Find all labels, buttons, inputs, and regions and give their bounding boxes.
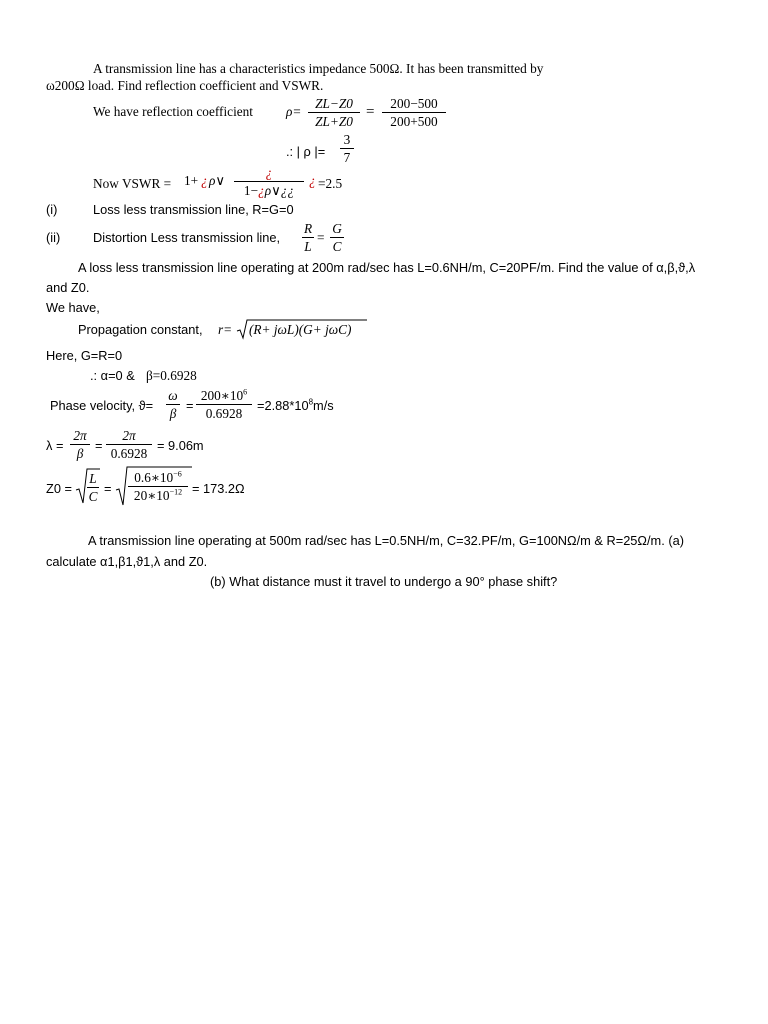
problem1-line1: A transmission line has a characteristics impedance 500Ω. It has been transmitted by: [93, 61, 544, 76]
z0-sqrt-values: [116, 466, 192, 506]
l-over-c-fraction: [87, 472, 99, 504]
abs-rho-fraction: [340, 133, 354, 165]
problem2-line1: A loss less transmission line operating at 200m rad/sec has L=0.6NH/m, C=20PF/m. Find the value of α,β,ϑ,λ: [78, 260, 696, 275]
vswr-result: =2.5: [318, 176, 343, 191]
propagation-lead: Propagation constant,: [78, 322, 203, 337]
problem3-line2: calculate α1,β1,ϑ1,λ and Z0.: [46, 554, 208, 569]
distortionless-equals: =: [317, 230, 325, 245]
phase-velocity-lead: Phase velocity, ϑ=: [50, 398, 154, 413]
here-line: Here, G=R=0: [46, 348, 123, 363]
z0-num-base: 0.6∗10: [134, 470, 174, 485]
beta-value: β=0.6928: [146, 368, 197, 383]
vswr-den-glyph: ¿: [258, 183, 265, 199]
z0-value-fraction: [128, 471, 188, 503]
rho-value-fraction: [382, 97, 446, 129]
r-numerator: R: [303, 221, 313, 236]
vswr-frac-denominator: [234, 184, 304, 197]
fraction-bar: [166, 404, 180, 405]
propagation-eq: r=: [218, 322, 233, 337]
z0-c-denominator: C: [88, 489, 98, 505]
vswr-frac-numerator: ¿: [265, 165, 273, 180]
vswr-den-part-a: 1−: [243, 183, 259, 199]
alpha-beta-line: .: α=0 &: [90, 368, 135, 383]
phase-result-exponent: 8: [308, 397, 314, 407]
fraction-bar: [234, 181, 304, 182]
list-marker-ii: (ii): [46, 230, 61, 245]
fraction-bar: [302, 237, 314, 238]
phase-result: [257, 397, 334, 413]
z0-den-base: 20∗10: [133, 488, 170, 504]
vswr-glyph: ¿: [201, 173, 208, 188]
fraction-bar: [70, 444, 90, 445]
rho-value-numerator: 200−500: [390, 96, 438, 111]
phase-num-exponent: 6: [243, 387, 248, 397]
phase-value-numerator: [196, 389, 252, 402]
propagation-expression: (R+ jωL)(G+ jωC): [249, 322, 352, 337]
vswr-lead: Now VSWR =: [93, 176, 172, 191]
phase-eq: =: [186, 398, 194, 413]
fraction-bar: [106, 444, 152, 445]
rho-equals: =: [366, 104, 375, 120]
lambda-result: = 9.06m: [157, 438, 204, 453]
g-over-c-fraction: [330, 222, 344, 254]
problem3-line1: A transmission line operating at 500m rad/sec has L=0.5NH/m, C=32.PF/m, G=100NΩ/m & R=25Ω/m. (a): [88, 533, 684, 548]
z0-result: = 173.2Ω: [192, 481, 245, 496]
rho-denominator: ZL+Z0: [315, 114, 353, 130]
fraction-bar: [308, 112, 360, 113]
g-numerator: G: [332, 221, 342, 236]
rho-value-denominator: 200+500: [390, 114, 438, 130]
phase-result-unit: m/s: [313, 398, 334, 413]
z0-value-numerator: [128, 471, 188, 484]
problem2-line2: and Z0.: [46, 280, 90, 295]
c-denominator: C: [332, 239, 342, 255]
rho-fraction: [308, 97, 360, 129]
fraction-bar: [330, 237, 344, 238]
phase-value-denominator: 0.6928: [205, 406, 243, 422]
rho-numerator: ZL−Z0: [315, 96, 353, 111]
abs-rho-denominator: 7: [343, 150, 351, 166]
omega-over-beta-fraction: [166, 389, 180, 421]
lambda-denominator: β: [76, 446, 84, 462]
lambda-fraction: [70, 429, 90, 461]
problem1-line2: ω200Ω load. Find reflection coefficient and VSWR.: [46, 78, 324, 93]
propagation-sqrt: [237, 319, 367, 339]
l-denominator: L: [304, 239, 312, 255]
fraction-bar: [196, 404, 252, 405]
abs-rho-numerator: 3: [343, 132, 351, 147]
list-marker-i: (i): [46, 202, 58, 217]
vswr-den-part-b: ρ∨¿¿: [264, 183, 295, 199]
lambda-value-numerator: 2π: [122, 428, 136, 443]
list-item-lossless: Loss less transmission line, R=G=0: [93, 202, 294, 217]
vswr-fraction: [234, 166, 304, 198]
phase-result-base: =2.88*10: [257, 398, 309, 413]
rho-symbol: ρ=: [286, 104, 302, 119]
z0-eq: =: [104, 481, 112, 496]
z0-l-numerator: L: [89, 471, 97, 486]
z0-den-exponent: −12: [169, 487, 183, 497]
abs-rho-label: .: | ρ |=: [286, 144, 326, 159]
omega-numerator: ω: [168, 388, 178, 403]
problem3-line3: (b) What distance must it travel to undergo a 90° phase shift?: [210, 574, 558, 589]
r-over-l-fraction: [302, 222, 314, 254]
fraction-bar: [87, 487, 99, 488]
beta-denominator: β: [169, 406, 177, 422]
list-item-distortionless: Distortion Less transmission line,: [93, 230, 281, 245]
lambda-eq: =: [95, 438, 103, 453]
fraction-bar: [382, 112, 446, 113]
lambda-value-fraction: [106, 429, 152, 461]
we-have-label: We have,: [46, 300, 100, 315]
z0-value-denominator: [128, 489, 188, 502]
fraction-bar: [340, 148, 354, 149]
lambda-numerator: 2π: [73, 428, 87, 443]
z0-sqrt-l-over-c: [76, 468, 100, 504]
vswr-part1: 1+: [184, 173, 199, 188]
phase-value-fraction: [196, 389, 252, 421]
z0-num-exponent: −6: [173, 469, 182, 479]
phase-num-base: 200∗10: [200, 388, 244, 403]
lambda-value-denominator: 0.6928: [110, 446, 148, 462]
vswr-rho: ρ∨: [209, 173, 226, 188]
rho-lead-text: We have reflection coefficient: [93, 104, 254, 119]
lambda-lead: λ =: [46, 438, 64, 453]
vswr-tail-glyph: ¿: [309, 173, 316, 188]
z0-lead: Z0 =: [46, 481, 72, 496]
